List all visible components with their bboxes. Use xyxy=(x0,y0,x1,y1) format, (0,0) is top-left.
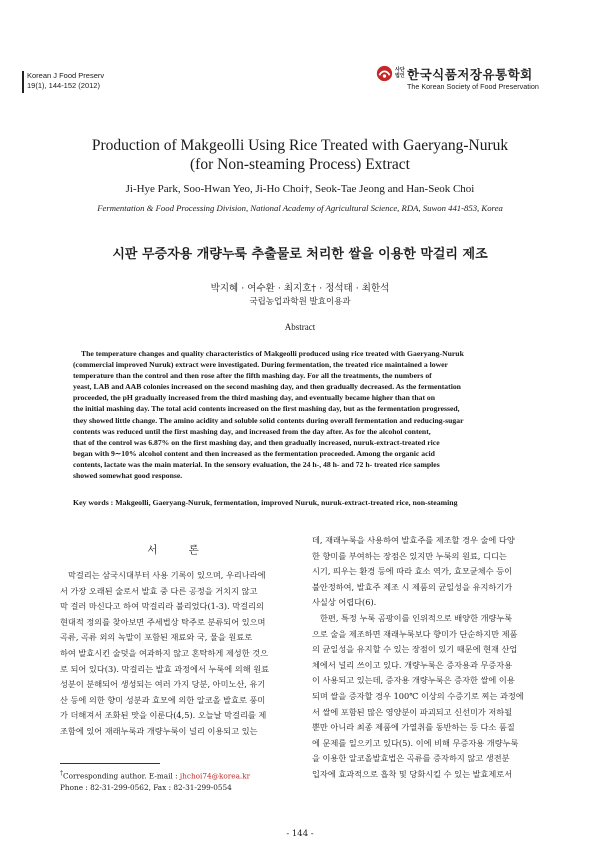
footnote-divider xyxy=(60,763,160,764)
affiliation: Fermentation & Food Processing Division, National Academy of Agricultural Science, RDA, Suwon 441-853, Korea xyxy=(97,203,503,213)
society-logo-icon xyxy=(376,65,393,82)
leftcol-line: 가 더해져서 조화된 맛을 이룬다(4,5). 오늘날 막걸리를 제 xyxy=(60,710,267,721)
rightcol-line: 입자에 효과적으로 흡착 및 당화시킬 수 있는 발효제로서 xyxy=(312,768,513,779)
rightcol-line: 의 균일성을 유지할 수 있는 장점이 있기 때문에 현재 산업 xyxy=(312,644,518,655)
intro-right-column xyxy=(312,533,552,783)
leftcol-line: 하여 발효시킨 술덧을 여과하지 않고 혼탁하게 제성한 것으 xyxy=(60,647,269,658)
rightcol-line: 을 이용한 알코올발효법은 곡류를 증자하지 않고 생전분 xyxy=(312,753,510,764)
abstract-line: showed somewhat good response. xyxy=(73,471,183,481)
rightcol-line: 에 문제를 일으키고 있다(5). 이에 비해 무증자용 개량누룩 xyxy=(312,737,519,748)
society-name-ko: 한국식품저장유통학회 xyxy=(407,67,533,82)
abstract-line: temperature than the control and then rose after the fifth mashing day. For all the treatments, the numbers of xyxy=(73,371,432,381)
rightcol-line: 불안정하여, 발효주 제조 시 제품의 균일성을 유지하기가 xyxy=(312,581,513,592)
rightcol-line: 체에서 널리 쓰이고 있다. 개량누룩은 증자용과 무증자용 xyxy=(312,659,513,670)
keywords: Key words : Makgeolli, Gaeryang-Nuruk, fermentation, improved Nuruk, nuruk-extract-treated rice, non-steaming xyxy=(73,498,458,507)
leftcol-line: 막 걸러 마신다고 하여 막걸리라 불리었다(1-3). 막걸리의 xyxy=(60,601,264,612)
abstract-line: yeast, LAB and AAB colonies increased on the second mashing day, and then gradually decreased. As the fermentation xyxy=(73,382,461,392)
rightcol-line: 시기, 띄우는 환경 등에 따라 효소 역가, 효모균체수 등이 xyxy=(312,566,513,577)
abstract-line: that of the control was 6.87% on the first mashing day, and then gradually increased, nuruk-extract-treated rice xyxy=(73,437,440,447)
section-heading-intro: 서 론 xyxy=(147,544,213,556)
rightcol-line: 서 쌀에 포함된 많은 영양분이 파괴되고 신선미가 저하될 xyxy=(312,706,513,717)
leftcol-line: 로 되어 있다(3). 막걸리는 발효 과정에서 누룩에 의해 원료 xyxy=(60,663,270,674)
leftcol-line: 산 등에 의한 향미 성분과 효모에 의한 알코올 발효로 풍미 xyxy=(60,694,266,705)
korean-affiliation: 국립농업과학원 발효이용과 xyxy=(249,297,351,307)
abstract-line: began with 9∼10% alcohol content and then increased as the fermentation proceeded. Among the organic acid xyxy=(73,448,435,458)
leftcol-line: 성분이 분해되어 생성되는 여러 가지 당분, 아미노산, 유기 xyxy=(60,679,266,690)
abstract-line: the initial mashing day. The total acid contents increased on the first mashing day, but as the fermentation progressed, xyxy=(73,404,460,414)
rightcol-line: 이 사용되고 있는데, 증자용 개량누룩은 증자한 쌀에 이용 xyxy=(312,675,515,686)
paper-title-line-1: Production of Makgeolli Using Rice Treated with Gaeryang-Nuruk xyxy=(91,137,509,154)
leftcol-line: 막걸리는 삼국시대부터 사용 기록이 있으며, 우리나라에 xyxy=(68,570,266,580)
intro-left-column xyxy=(60,568,300,740)
abstract-body xyxy=(73,348,531,481)
rightcol-line: 데, 재래누룩을 사용하여 발효주를 제조할 경우 술에 다양 xyxy=(312,535,515,545)
abstract-line: The temperature changes and quality characteristics of Makgeolli produced using rice treated with Gaeryang-Nuruk xyxy=(81,349,464,358)
journal-line-1: Korean J Food Preserv xyxy=(27,71,105,80)
rightcol-line: 한 향미를 부여하는 장점은 있지만 누룩의 원료, 디디는 xyxy=(312,550,507,561)
rightcol-line: 사실상 어렵다(6). xyxy=(312,597,377,608)
abstract-line: proceeded, the pH gradually increased from the third mashing day, and eventually became higher than that on xyxy=(73,393,436,403)
journal-info xyxy=(22,71,104,91)
authors: Ji-Hye Park, Soo-Hwan Yeo, Ji-Ho Choi†, Seok-Tae Jeong and Han-Seok Choi xyxy=(125,183,475,195)
page-number: - 144 - xyxy=(286,829,314,839)
abstract-line: (commercial improved Nuruk) extract were investigated. During fermentation, the treated rice maintained a lower xyxy=(73,360,448,370)
leftcol-line: 현대적 정의를 찾아보면 주세법상 탁주로 분류되어 있으며 xyxy=(60,616,266,627)
abstract-line: contents was reduced until the first mashing day, and increased from the day after. As for the alcohol content, xyxy=(73,426,431,436)
abstract-line: contents, lactate was the main material. In the sensory evaluation, the 24 h-, 48 h- and 72 h- treated rice samples xyxy=(73,459,440,469)
rightcol-line: 뿐만 아니라 최종 제품에 가열취를 동반하는 등 다소 품질 xyxy=(312,722,515,733)
korean-title: 시판 무증자용 개량누룩 추출물로 처리한 쌀을 이용한 막걸리 제조 xyxy=(112,247,488,262)
rightcol-line: 으로 술을 제조하면 재래누룩보다 향미가 단순하지만 제품 xyxy=(312,628,518,639)
journal-bar xyxy=(22,71,24,93)
footnote-contact: †Corresponding author. E-mail : jhchoi74@korea.kr xyxy=(60,770,251,781)
footnote-email[interactable]: jhchoi74@korea.kr xyxy=(179,771,251,781)
rightcol-line: 되며 쌀을 증자할 경우 100℃ 이상의 수증기로 찌는 과정에 xyxy=(312,690,524,701)
leftcol-line: 조함에 있어 재래누룩과 개량누룩이 널리 이용되고 있는 xyxy=(60,725,258,736)
leftcol-line: 서 가장 오래된 술로서 발효 중 다른 공정을 거치지 않고 xyxy=(60,585,258,596)
abstract-line: they showed little change. The amino acidity and soluble solid contents during overall fermentation and reducing-sugar xyxy=(73,415,464,425)
footnote-phone: Phone : 82-31-299-0562, Fax : 82-31-299-0554 xyxy=(60,782,232,792)
paper-title-line-2: (for Non-steaming Process) Extract xyxy=(190,156,410,173)
society-name-en: The Korean Society of Food Preservation xyxy=(407,82,539,91)
footnote xyxy=(60,768,250,793)
society-prefix: 사단법인 xyxy=(395,67,405,79)
journal-line-2: 19(1), 144-152 (2012) xyxy=(27,81,100,90)
leftcol-line: 곡류, 곡류 외의 녹말이 포함된 재료와 국, 물을 원료로 xyxy=(60,632,253,643)
abstract-label: Abstract xyxy=(284,322,316,332)
society-logo-block xyxy=(376,65,576,95)
korean-authors: 박지혜 · 여수환 · 최지호† · 정석태 · 최한석 xyxy=(210,283,390,294)
footnote-label: Corresponding author. E-mail : xyxy=(63,771,180,781)
rightcol-line: 한편, 특정 누룩 곰팡이를 인위적으로 배양한 개량누룩 xyxy=(320,612,513,623)
